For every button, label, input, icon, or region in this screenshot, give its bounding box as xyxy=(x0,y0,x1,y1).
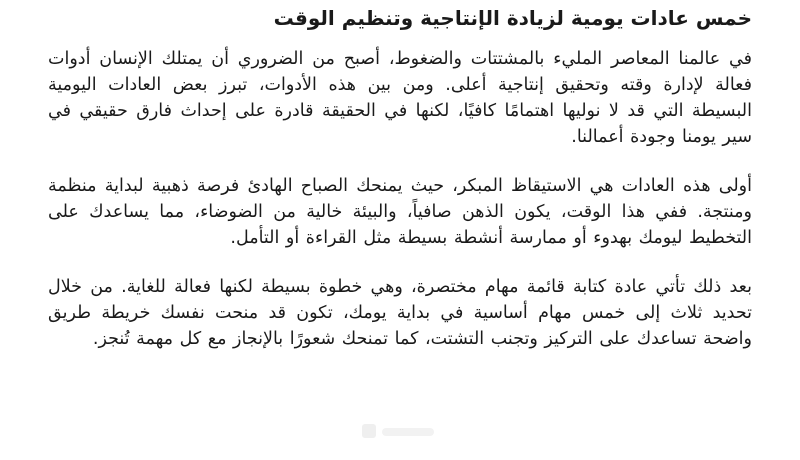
paragraph-intro: في عالمنا المعاصر المليء بالمشتتات والضغوط، أصبح من الضروري أن يمتلك الإنسان أدوات فعالة لإدارة وقته وتحقيق إنتاجية أعلى. ومن بين هذه الأدوات، تبرز بعض العادات اليومية البسيطة التي قد لا نوليها اهتمامًا كافيًا، لكنها في الحقيقة قادرة على إحداث فارق حقيقي في سير يومنا وجودة أعمالنا. xyxy=(48,49,752,147)
watermark-logo-icon xyxy=(360,418,440,444)
paragraph-early-waking: أولى هذه العادات هي الاستيقاظ المبكر، حيث يمنحك الصباح الهادئ فرصة ذهبية لبداية منظمة ومنتجة. ففي هذا الوقت، يكون الذهن صافياً، والبيئة خالية من الضوضاء، مما يساعدك على التخطيط ليومك بهدوء أو ممارسة أنشطة بسيطة مثل القراءة أو التأمل. xyxy=(48,176,752,248)
paragraph-task-list: بعد ذلك تأتي عادة كتابة قائمة مهام مختصرة، وهي خطوة بسيطة لكنها فعالة للغاية. من خلال تحديد ثلاث إلى خمس مهام أساسية في بداية يومك، تكون قد منحت نفسك خريطة طريق واضحة تساعدك على التركيز وتجنب التشتت، كما تمنحك شعورًا بالإنجاز مع كل مهمة تُنجز. xyxy=(48,277,752,349)
article-title: خمس عادات يومية لزيادة الإنتاجية وتنظيم الوقت xyxy=(273,6,752,30)
article-body xyxy=(48,46,752,375)
watermark-logo xyxy=(360,418,440,450)
